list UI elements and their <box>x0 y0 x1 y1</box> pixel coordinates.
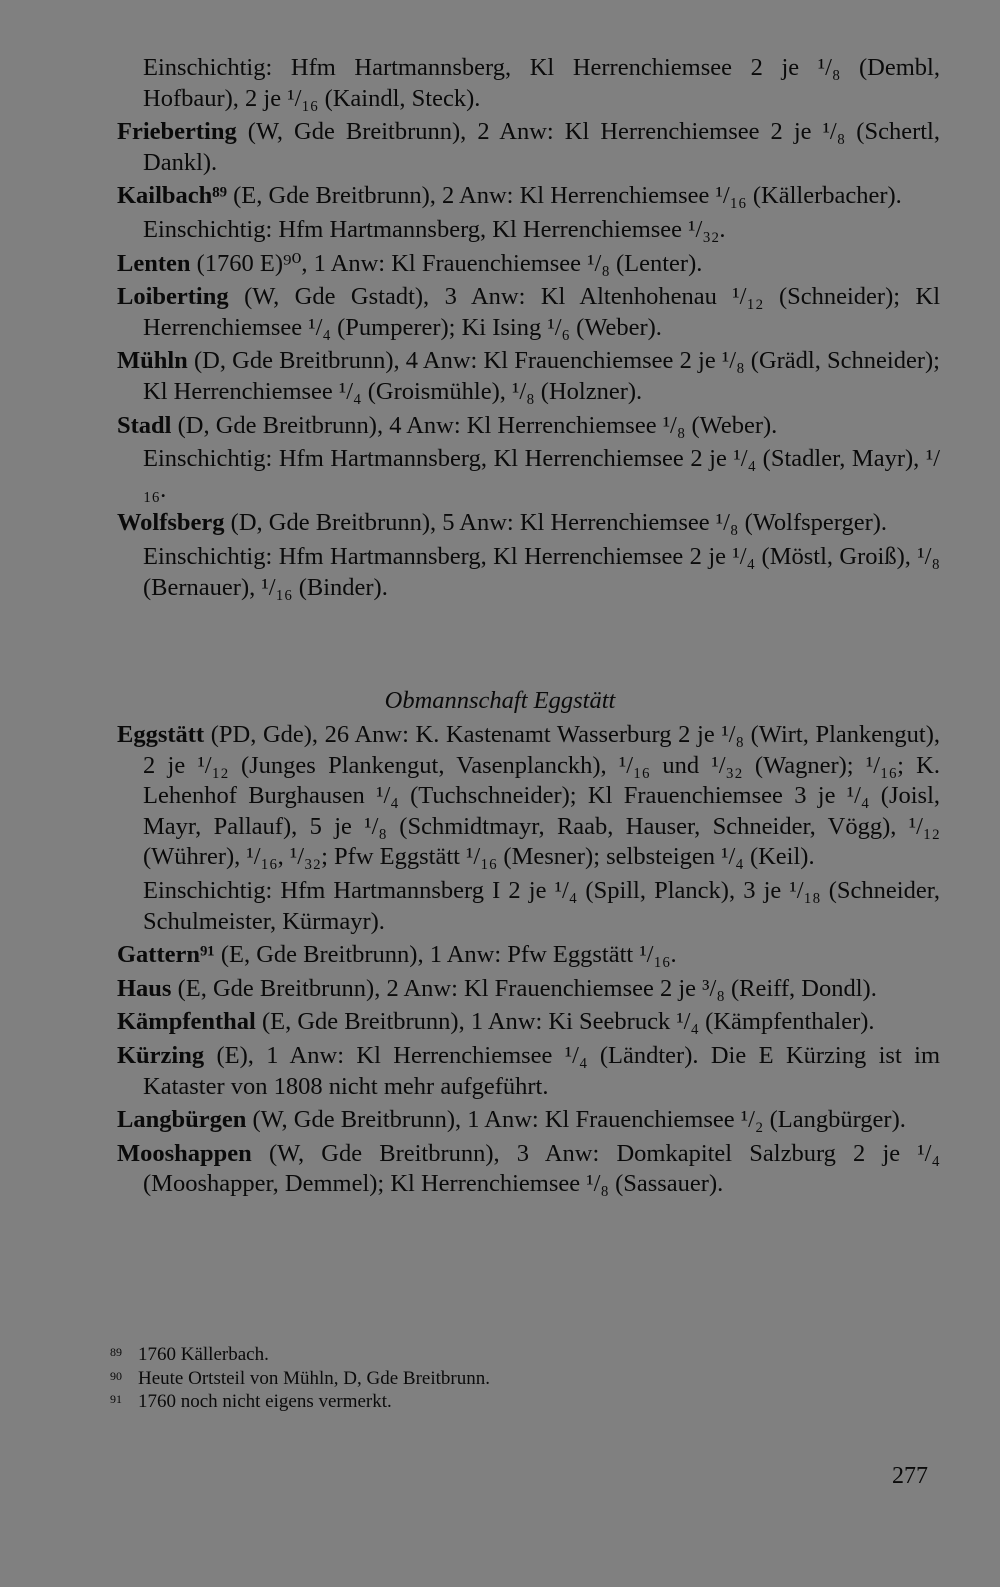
entry-text: (E, Gde Breitbrunn), 1 Anw: Ki Seebruck ¹/₄ (Kämpfenthaler). <box>255 1008 875 1036</box>
footnote-text: Heute Ortsteil von Mühln, D, Gde Breitbrunn. <box>138 1367 490 1389</box>
entry-text: (E, Gde Breitbrunn), 2 Anw: Kl Frauenchiemsee 2 je ³/₈ (Reiff, Dondl). <box>171 974 877 1002</box>
entry-head: Frieberting <box>117 118 237 146</box>
footnote-number: 89 <box>110 1345 122 1359</box>
entry <box>117 1105 940 1136</box>
footnote-number: 90 <box>110 1368 122 1383</box>
entry <box>117 411 940 442</box>
entry-text: (W, Gde Breitbrunn), 2 Anw: Kl Herrenchiemsee 2 je ¹/₈ (Schertl, Dankl). <box>143 118 940 176</box>
entry <box>117 1041 940 1102</box>
entry-text: Einschichtig: Hfm Hartmannsberg, Kl Herrenchiemsee ¹/₃₂. <box>143 215 726 243</box>
entry-head: Kämpfenthal <box>117 1008 256 1036</box>
entry <box>117 249 940 280</box>
entry <box>117 720 940 873</box>
footnote <box>110 1390 490 1414</box>
entry-text: (D, Gde Breitbrunn), 5 Anw: Kl Herrenchiemsee ¹/₈ (Wolfsperger). <box>224 509 888 537</box>
footnote-text: 1760 Källerbach. <box>138 1344 269 1365</box>
entry-text: (1760 E)⁹⁰, 1 Anw: Kl Frauenchiemsee ¹/₈ (Lenter). <box>190 249 703 277</box>
entry-head: Kailbach⁸⁹ <box>117 182 227 210</box>
entry-text: (E, Gde Breitbrunn), 2 Anw: Kl Herrenchiemsee ¹/₁₆ (Källerbacher). <box>227 182 902 210</box>
entry-text: Einschichtig: Hfm Hartmannsberg, Kl Herrenchiemsee 2 je ¹/₄ (Stadler, Mayr), ¹/₁₆. <box>143 445 940 503</box>
entry-text: (D, Gde Breitbrunn), 4 Anw: Kl Frauenchiemsee 2 je ¹/₈ (Grädl, Schneider); Kl Herrenchiemsee ¹/₄ (Groismühle), ¹/₈ (Holzner). <box>143 347 940 405</box>
section-entries-upper <box>117 53 940 606</box>
entry-head: Mühln <box>117 347 188 375</box>
footnote <box>110 1367 490 1391</box>
section-entries-lower <box>117 720 940 1203</box>
entry-head: Loiberting <box>117 283 229 311</box>
entry-text: (W, Gde Breitbrunn), 3 Anw: Domkapitel Salzburg 2 je ¹/₄ (Mooshapper, Demmel); Kl Herrenchiemsee ¹/₈ (Sassauer). <box>143 1139 940 1198</box>
entry-head: Haus <box>117 974 172 1002</box>
entry <box>117 346 940 407</box>
entry <box>117 508 940 539</box>
footnote-text: 1760 noch nicht eigens vermerkt. <box>138 1391 392 1412</box>
entry-head: Eggstätt <box>117 721 205 748</box>
entry-text: (PD, Gde), 26 Anw: K. Kastenamt Wasserburg 2 je ¹/₈ (Wirt, Plankengut), 2 je ¹/₁₂ (Junges Plankengut, Vasenplanckh), ¹/₁₆ und ¹/₃₂ (Wagner); ¹/₁₆; K. Lehenhof Burghausen ¹/₄ (Tuchschneider); Kl Frauenchiemsee 3 je ¹/₄ (Joisl, Mayr, Pallauf), 5 je ¹/₈ (Schmidtmayr, Raab, Hauser, Schneider, Vögg), ¹/₁₂ (Wührer), ¹/₁₆, ¹/₃₂; Pfw Eggstätt ¹/₁₆ (Mesner); selbsteigen ¹/₄ (Keil). <box>143 721 940 871</box>
entry <box>117 444 940 505</box>
entry <box>117 542 940 603</box>
entry <box>117 282 940 343</box>
entry-text: (W, Gde Gstadt), 3 Anw: Kl Altenhohenau ¹/₁₂ (Schneider); Kl Herrenchiemsee ¹/₄ (Pumperer); Ki Ising ¹/₆ (Weber). <box>143 283 940 341</box>
entry <box>117 1139 940 1200</box>
entry-head: Wolfsberg <box>117 509 225 537</box>
entry-head: Stadl <box>117 411 172 439</box>
entry <box>117 117 940 178</box>
entry-text: (W, Gde Breitbrunn), 1 Anw: Kl Frauenchiemsee ¹/₂ (Langbürger). <box>246 1106 906 1134</box>
entry <box>117 876 940 937</box>
entry <box>117 215 940 246</box>
entry-text: (E), 1 Anw: Kl Herrenchiemsee ¹/₄ (Ländter). Die E Kürzing ist im Kataster von 1808 nicht mehr aufgeführt. <box>143 1041 940 1100</box>
footnote <box>110 1343 490 1367</box>
entry-text: (D, Gde Breitbrunn), 4 Anw: Kl Herrenchiemsee ¹/₈ (Weber). <box>171 411 778 439</box>
entry-head: Lenten <box>117 249 191 277</box>
entry <box>117 181 940 212</box>
footnotes <box>110 1343 490 1414</box>
entry-head: Langbürgen <box>117 1106 247 1134</box>
entry-text: (E, Gde Breitbrunn), 1 Anw: Pfw Eggstätt ¹/₁₆. <box>214 941 677 969</box>
entry-text: Einschichtig: Hfm Hartmannsberg I 2 je ¹/₄ (Spill, Planck), 3 je ¹/₁₈ (Schneider, Schulmeister, Kürmayr). <box>143 876 940 935</box>
entry-text: Einschichtig: Hfm Hartmannsberg, Kl Herrenchiemsee 2 je ¹/₄ (Möstl, Groiß), ¹/₈ (Bernauer), ¹/₁₆ (Binder). <box>143 542 940 601</box>
section-heading: Obmannschaft Eggstätt <box>384 687 616 714</box>
entry-text: Einschichtig: Hfm Hartmannsberg, Kl Herrenchiemsee 2 je ¹/₈ (Dembl, Hofbaur), 2 je ¹/₁₆ (Kaindl, Steck). <box>143 54 940 112</box>
page-number: 277 <box>892 1463 928 1489</box>
entry <box>117 940 940 971</box>
entry-head: Mooshappen <box>117 1139 252 1167</box>
entry-head: Kürzing <box>117 1041 205 1069</box>
entry-head: Gattern⁹¹ <box>117 941 215 969</box>
entry <box>117 974 940 1005</box>
footnote-number: 91 <box>110 1392 122 1406</box>
entry <box>117 1007 940 1038</box>
entry <box>117 53 940 114</box>
